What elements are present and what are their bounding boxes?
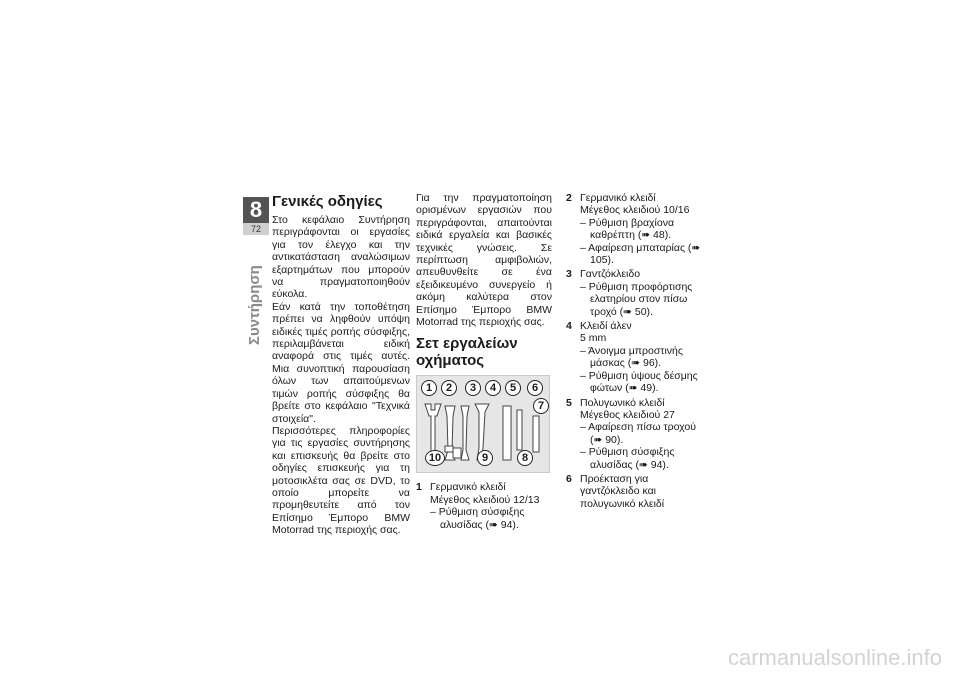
tool-item (416, 481, 552, 531)
tool-item-number: 4 (566, 320, 572, 333)
tool-item-body (580, 268, 706, 318)
figure-callout: 2 (441, 380, 457, 396)
section-title-vertical: Συντήρηση (246, 265, 263, 345)
general-instructions-heading: Γενικές οδηγίες (272, 193, 383, 210)
tool-item-number: 5 (566, 396, 572, 409)
column-toolkit (416, 192, 552, 533)
tool-item-use: – Άνοιγμα μπροστινής μάσκας (➠ 96). (580, 344, 683, 370)
figure-callout: 5 (505, 380, 521, 396)
tool-item-body (580, 473, 706, 510)
watermark: carmanualsonline.info (727, 645, 942, 670)
tool-item-body (580, 320, 706, 394)
tool-item-line: Προέκταση για γαντζόκλειδο και πολυγωνικό κλειδί (580, 472, 665, 510)
tool-item-line: Μέγεθος κλειδιού 27 (580, 408, 675, 421)
tool-item-body (580, 397, 706, 471)
tool-item (566, 320, 706, 394)
column-general-instructions (272, 192, 410, 537)
tool-item-number: 3 (566, 268, 572, 281)
tool-item-body (580, 192, 706, 266)
tool-item-use: – Ρύθμιση σύσφιξης αλυσίδας (➠ 94). (430, 506, 525, 531)
toolkit-figure (416, 375, 550, 473)
column-tool-list (566, 192, 706, 512)
tool-item-line: Γαντζόκλειδο (580, 268, 641, 281)
tool-item-line: Γερμανικό κλειδί (580, 192, 656, 204)
general-paragraph: Εάν κατά την τοποθέτηση πρέπει να ληφθούν υπόψη ειδικές τιμές ροπής σύσφιξης, περιλαμβάνεται ειδική αναφορά στις τιμές αυτές. Μια συνοπτική παρουσίαση όλων των απαιτούμενων τιμών ροπής σύσφιξης θα βρείτε στο κεφάλαιο "Τεχνικά στοιχεία". (272, 300, 410, 425)
tool-item-line: Μέγεθος κλειδιού 10/16 (580, 204, 690, 217)
tool-item-use: – Ρύθμιση σύσφιξης αλυσίδας (➠ 94). (580, 446, 675, 471)
figure-callout: 1 (421, 380, 437, 396)
figure-callout: 7 (533, 398, 549, 414)
tool-item-line: Κλειδί άλεν (580, 320, 632, 333)
page-number: 72 (243, 223, 269, 235)
figure-callout: 4 (485, 380, 501, 396)
figure-callout: 10 (425, 450, 445, 466)
tool-item-line: Γερμανικό κλειδί (430, 481, 506, 494)
toolkit-heading: Σετ εργαλείων οχήματος (416, 335, 518, 370)
tool-item (566, 473, 706, 510)
figure-callout: 6 (527, 380, 543, 396)
tool-item-use: – Ρύθμιση ύψους δέσμης φώτων (➠ 49). (580, 369, 698, 395)
tool-item-use: – Αφαίρεση πίσω τροχού (➠ 90). (580, 421, 696, 446)
chapter-tab (243, 197, 269, 345)
general-paragraph: Στο κεφάλαιο Συντήρηση περιγράφονται οι εργασίες για τον έλεγχο και την αντικατάσταση αναλώσιμων εξαρτημάτων που μπορούν να πραγματοποιηθούν εύκολα. (272, 214, 410, 301)
tool-item-line: 5 mm (580, 332, 607, 345)
figure-callout: 3 (465, 380, 481, 396)
tool-item-line: Πολυγωνικό κλειδί (580, 396, 665, 409)
tool-item-number: 2 (566, 192, 572, 204)
tool-item-number: 6 (566, 472, 572, 485)
tool-item-line: Μέγεθος κλειδιού 12/13 (430, 493, 540, 506)
tool-item-use: – Ρύθμιση προφόρτισης ελατηρίου στον πίσω τροχό (➠ 50). (580, 280, 693, 318)
chapter-number: 8 (243, 197, 269, 223)
tool-item-use: – Αφαίρεση μπαταρίας (➠ 105). (580, 241, 701, 267)
toolkit-intro: Για την πραγματοποίηση ορισμένων εργασιών που περιγράφονται, απαιτούνται ειδικά εργαλεία και βασικές τεχνικές γνώσεις. Σε περίπτωση αμφιβολιών, απευθυνθείτε σε ένα εξειδικευμένο συνεργείο ή ακόμη καλύτερα στον Επίσημο Έμπορο BMW Motorrad της περιοχής σας. (416, 192, 552, 329)
general-paragraph: Περισσότερες πληροφορίες για τις εργασίες συντήρησης και επισκευής θα βρείτε στο οδηγίες επισκευής για τη μοτοσικλέτα σας σε DVD, το οποίο μπορείτε να προμηθευτείτε από τον Επίσημο Έμπορο BMW Motorrad της περιοχής σας. (272, 424, 410, 537)
tool-item-body (430, 481, 552, 531)
figure-callout: 9 (477, 450, 493, 466)
tool-item (566, 192, 706, 266)
tool-item (566, 268, 706, 318)
tool-item (566, 397, 706, 471)
tool-item-use: – Ρύθμιση βραχίονα καθρέπτη (➠ 48). (580, 216, 675, 242)
tool-item-number: 1 (416, 481, 422, 494)
figure-callout: 8 (517, 450, 533, 466)
